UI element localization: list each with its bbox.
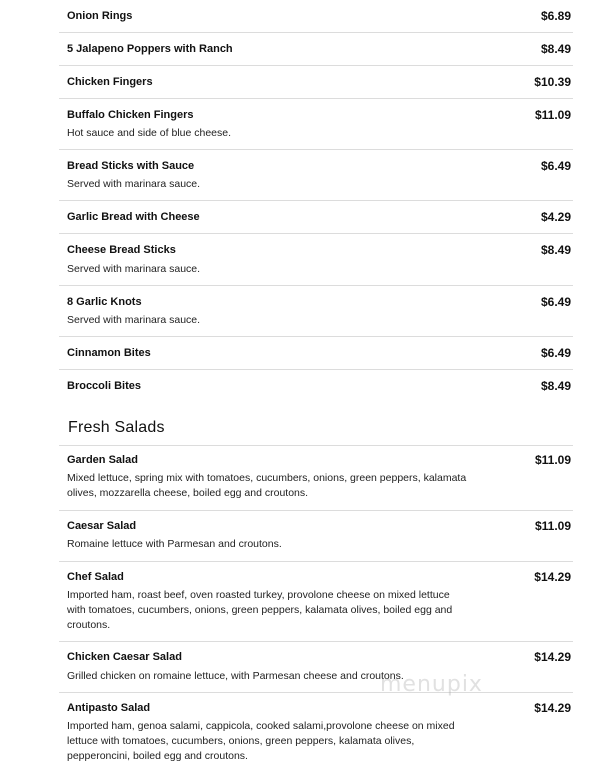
item-name: Caesar Salad xyxy=(67,520,137,532)
item-price: $11.09 xyxy=(534,453,571,467)
item-description: Imported ham, genoa salami, cappicola, cooked salami,provolone cheese on mixed lettuce with tomatoes, cucumbers, onions, green peppers, kalamata olives, pepperoncini, boiled egg and croutons. xyxy=(67,720,455,762)
item-description: Grilled chicken on romaine lettuce, with Parmesan cheese and croutons. xyxy=(67,670,404,682)
item-name: Onion Rings xyxy=(67,10,133,22)
watermark: menupix xyxy=(380,672,483,697)
item-price: $14.29 xyxy=(534,650,571,664)
item-description: Romaine lettuce with Parmesan and croutons. xyxy=(67,538,282,550)
menu-item[interactable] xyxy=(59,286,573,337)
menu-item[interactable] xyxy=(59,370,573,403)
menu-item[interactable] xyxy=(59,234,573,286)
item-name: Chicken Caesar Salad xyxy=(67,651,182,663)
menu-item[interactable] xyxy=(59,511,573,562)
menu-item[interactable] xyxy=(59,201,573,234)
item-name: Buffalo Chicken Fingers xyxy=(67,109,194,121)
item-price: $10.39 xyxy=(534,75,571,89)
item-name: Garlic Bread with Cheese xyxy=(67,211,200,223)
item-name: Bread Sticks with Sauce xyxy=(67,160,195,172)
item-price: $8.49 xyxy=(540,243,571,257)
item-name: Cinnamon Bites xyxy=(67,347,151,359)
menu-item[interactable] xyxy=(59,99,573,150)
menu-item[interactable] xyxy=(59,150,573,201)
item-name: Antipasto Salad xyxy=(67,702,151,714)
item-description: Imported ham, roast beef, oven roasted turkey, provolone cheese on mixed lettuce with tomatoes, cucumbers, onions, green peppers, kalamata olives, boiled egg and croutons. xyxy=(67,589,453,631)
item-price: $6.49 xyxy=(540,295,571,309)
section-title-fresh-salads: Fresh Salads xyxy=(68,419,165,436)
item-price: $11.09 xyxy=(534,519,571,533)
menu-item[interactable] xyxy=(59,337,573,370)
item-description: Served with marinara sauce. xyxy=(67,178,201,190)
item-price: $14.29 xyxy=(534,701,571,715)
item-description: Served with marinara sauce. xyxy=(67,263,201,275)
item-price: $8.49 xyxy=(540,42,571,56)
item-name: Cheese Bread Sticks xyxy=(67,244,176,256)
menu-item[interactable] xyxy=(59,562,573,642)
menu-item[interactable] xyxy=(59,0,573,33)
menu-item[interactable] xyxy=(59,642,573,693)
item-price: $14.29 xyxy=(534,570,571,584)
item-price: $6.49 xyxy=(540,159,571,173)
item-name: 5 Jalapeno Poppers with Ranch xyxy=(67,43,233,55)
item-description: Mixed lettuce, spring mix with tomatoes, cucumbers, onions, green peppers, kalamata olives, mozzarella cheese, boiled egg and croutons. xyxy=(67,472,467,499)
item-price: $11.09 xyxy=(534,108,571,122)
item-price: $6.89 xyxy=(540,9,571,23)
item-description: Served with marinara sauce. xyxy=(67,314,201,326)
item-description: Hot sauce and side of blue cheese. xyxy=(67,127,232,139)
item-price: $6.49 xyxy=(540,346,571,360)
item-name: Chicken Fingers xyxy=(67,76,153,88)
item-name: Garden Salad xyxy=(67,454,138,466)
item-name: Chef Salad xyxy=(67,571,124,583)
menu-item[interactable] xyxy=(59,446,573,511)
item-price: $4.29 xyxy=(540,210,571,224)
item-price: $8.49 xyxy=(540,379,571,393)
item-name: Broccoli Bites xyxy=(67,380,141,392)
menu-item[interactable] xyxy=(59,693,573,770)
appetizers-menu xyxy=(59,0,573,403)
salads-menu xyxy=(59,446,573,770)
menu-item[interactable] xyxy=(59,33,573,66)
item-name: 8 Garlic Knots xyxy=(67,296,142,308)
menu-item[interactable] xyxy=(59,66,573,99)
